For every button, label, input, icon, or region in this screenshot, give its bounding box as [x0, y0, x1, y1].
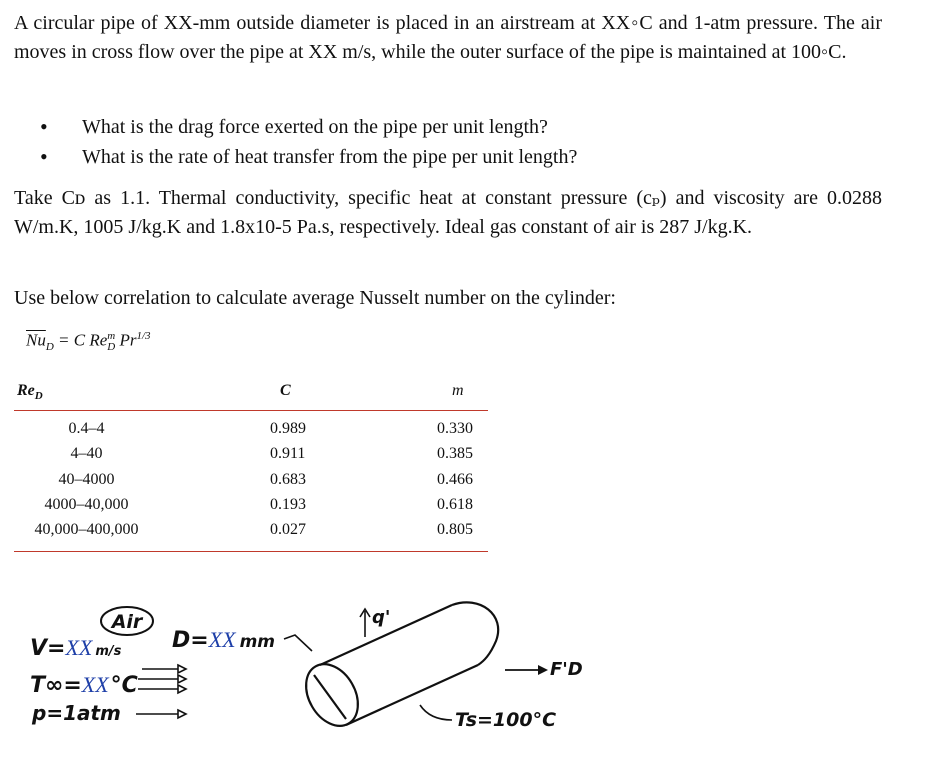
- diameter-leader: [284, 635, 312, 651]
- velocity-label: V=XX m/s: [30, 635, 122, 661]
- correlation-instruction: Use below correlation to calculate average Nusselt number on the cylinder:: [14, 287, 616, 309]
- question-list: [40, 112, 577, 172]
- table-rule-bottom: [14, 551, 488, 552]
- nusselt-correlation: $\overline{Nu}_D = C$ $Re^m_D$ $Pr^{1/3}$: [26, 330, 151, 354]
- question-drag-force: • What is the drag force exerted on the pipe per unit length?: [40, 112, 577, 142]
- surface-temperature-label: Ts=100°C: [455, 709, 557, 731]
- temperature-label: T∞=XX°C: [30, 672, 138, 698]
- pipe-crossflow-diagram: [0, 595, 620, 745]
- surface-leader: [420, 705, 452, 720]
- table-row: 4–40 0.911 0.385: [70, 445, 473, 463]
- question-heat-transfer: • What is the rate of heat transfer from the pipe per unit length?: [40, 142, 577, 172]
- drag-force-label: F'D: [550, 659, 583, 680]
- flow-arrows: [136, 665, 186, 718]
- table-row: 40–4000 0.683 0.466: [58, 470, 473, 488]
- table-row: 4000–40,000 0.193 0.618: [44, 495, 473, 513]
- header-m: m: [452, 382, 464, 399]
- table-row: 40,000–400,000 0.027 0.805: [34, 521, 473, 539]
- given-properties: Take Cᴅ as 1.1. Thermal conductivity, specific heat at constant pressure (cₚ) and viscosity are 0.0288 W/m.K, 1005 J/kg.K and 1.8x10-5 Pa.s, respectively. Ideal gas constant of air is 287 J/kg.K.: [14, 187, 882, 238]
- header-c: C: [280, 382, 291, 399]
- header-reynolds: $Re_D$: [17, 382, 43, 403]
- pressure-label: p=1atm: [32, 701, 121, 725]
- diameter-label: D=XX mm: [172, 627, 276, 653]
- nusselt-symbol: $\overline{Nu}$: [26, 330, 46, 350]
- table-row: 0.4–4 0.989 0.330: [68, 420, 473, 437]
- air-label: Air: [111, 611, 143, 633]
- table-rule-top: [14, 410, 488, 411]
- problem-statement: A circular pipe of XX-mm outside diameter is placed in an airstream at XX◦C and 1-atm pressure. The air moves in cross flow over the pipe at XX m/s, while the outer surface of the pipe is maintained at 100◦C.: [14, 12, 882, 63]
- heat-rate-label: q': [372, 607, 391, 628]
